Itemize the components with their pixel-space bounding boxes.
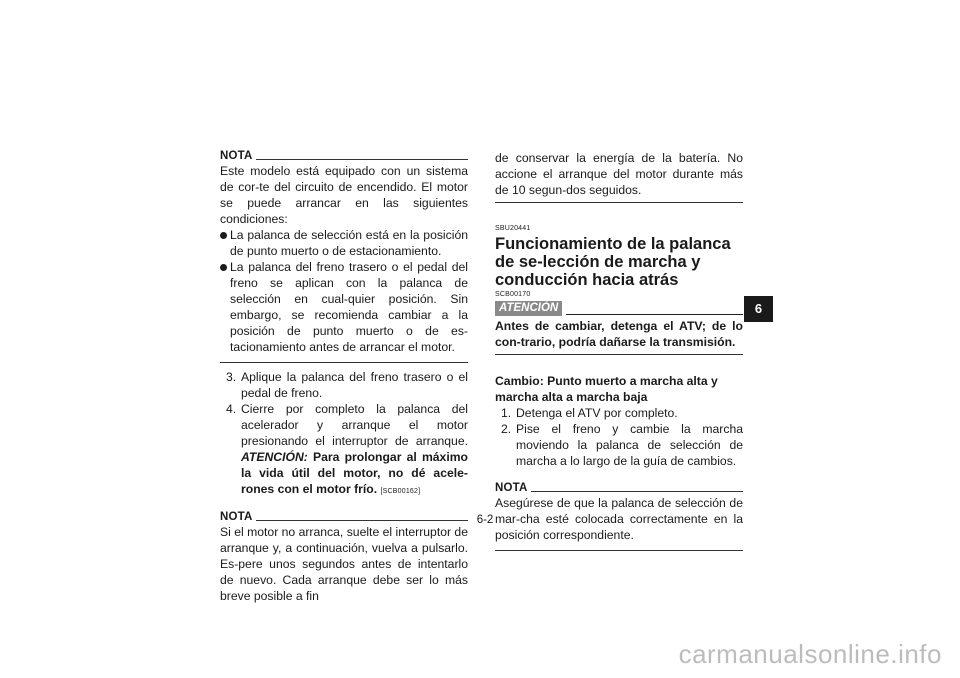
procedure-steps: [495, 405, 743, 469]
step-number: 3.: [226, 370, 237, 384]
bullet-text: La palanca del freno trasero o el pedal del freno se aplican con la palanca de selección en cual-quier posición. Sin embargo, se recomienda cambiar a la posición de punto muerto o de es-tacionamiento antes de arrancar el motor.: [230, 260, 468, 354]
step-item: [220, 369, 468, 401]
left-column: [220, 150, 468, 604]
nota-text: Asegúrese de que la palanca de selección de mar-cha esté colocada correctamente en la posición correspondiente.: [495, 496, 743, 542]
step-text: Aplique la palanca del freno trasero o el pedal de freno.: [241, 370, 468, 400]
nota-rule: [256, 520, 468, 521]
nota-bullet-item: [220, 227, 468, 259]
atencion-inline-label: ATENCIÓN:: [241, 450, 308, 464]
section-code: SBU20441: [495, 225, 531, 232]
bullet-text: La palanca de selección está en la posición de punto muerto o de estacionamiento.: [230, 228, 468, 258]
step-number: 4.: [226, 402, 237, 416]
caution-code: [SCB00162]: [380, 488, 421, 495]
procedure-steps: [220, 369, 468, 497]
nota-end-rule: [220, 362, 468, 363]
step-number: 2.: [501, 422, 512, 436]
bullet-dot-icon: [220, 264, 227, 271]
nota-header: [220, 511, 468, 523]
continuation-text: de conservar la energía de la batería. No accione el arranque del motor durante más de 10 segun-dos seguidos.: [495, 151, 743, 197]
atencion-label: ATENCIÓN: [495, 301, 562, 316]
atencion-rule: [566, 314, 743, 315]
caution-code: SCB00170: [495, 291, 531, 298]
nota-rule: [256, 159, 468, 160]
bullet-dot-icon: [220, 232, 227, 239]
step-item: [220, 401, 468, 497]
watermark: carmanualsonline.info: [678, 639, 942, 669]
nota-header: [220, 150, 468, 162]
nota-intro: Este modelo está equipado con un sistema de cor-te del circuito de encendido. El motor se puede arrancar en las siguientes condiciones:: [220, 164, 468, 226]
chapter-tab: 6: [744, 296, 773, 322]
atencion-text: Antes de cambiar, detenga el ATV; de lo con-trario, podría dañarse la transmisión.: [495, 319, 743, 349]
page-number: 6-2: [476, 514, 494, 526]
step-number: 1.: [501, 406, 512, 420]
step-text: Cierre por completo la palanca del acelerador y arranque el motor presionando el interruptor de arranque.: [241, 402, 468, 448]
nota-label: NOTA: [220, 150, 253, 162]
step-text: Detenga el ATV por completo.: [516, 406, 678, 420]
step-text: Pise el freno y cambie la marcha moviendo la palanca de selección de marcha a lo largo de la guía de cambios.: [516, 422, 743, 468]
step-item: [495, 421, 743, 469]
atencion-header: [495, 301, 743, 316]
nota-label: NOTA: [495, 482, 528, 494]
right-column: [495, 150, 743, 551]
section-title: Funcionamiento de la palanca de se-lección de marcha y conducción hacia atrás: [495, 235, 731, 289]
atencion-inline-text: Para prolongar al máximo la vida útil del motor, no dé acele-rones con el motor frío.: [241, 450, 469, 496]
nota-bullet-item: [220, 259, 468, 355]
nota-header: [495, 482, 743, 494]
atencion-end-rule: [495, 354, 743, 355]
nota-bullet-list: [220, 227, 468, 355]
nota-rule: [531, 491, 743, 492]
nota-end-rule: [495, 202, 743, 203]
subheading: Cambio: Punto muerto a marcha alta y marcha alta a marcha baja: [495, 374, 718, 404]
nota-label: NOTA: [220, 511, 253, 523]
nota-text: Si el motor no arranca, suelte el interruptor de arranque y, a continuación, vuelva a pulsarlo. Es-pere unos segundos antes de intentarlo de nuevo. Cada arranque debe ser lo más breve posible a fin: [220, 525, 468, 603]
step-item: [495, 405, 743, 421]
nota-end-rule: [495, 550, 743, 551]
